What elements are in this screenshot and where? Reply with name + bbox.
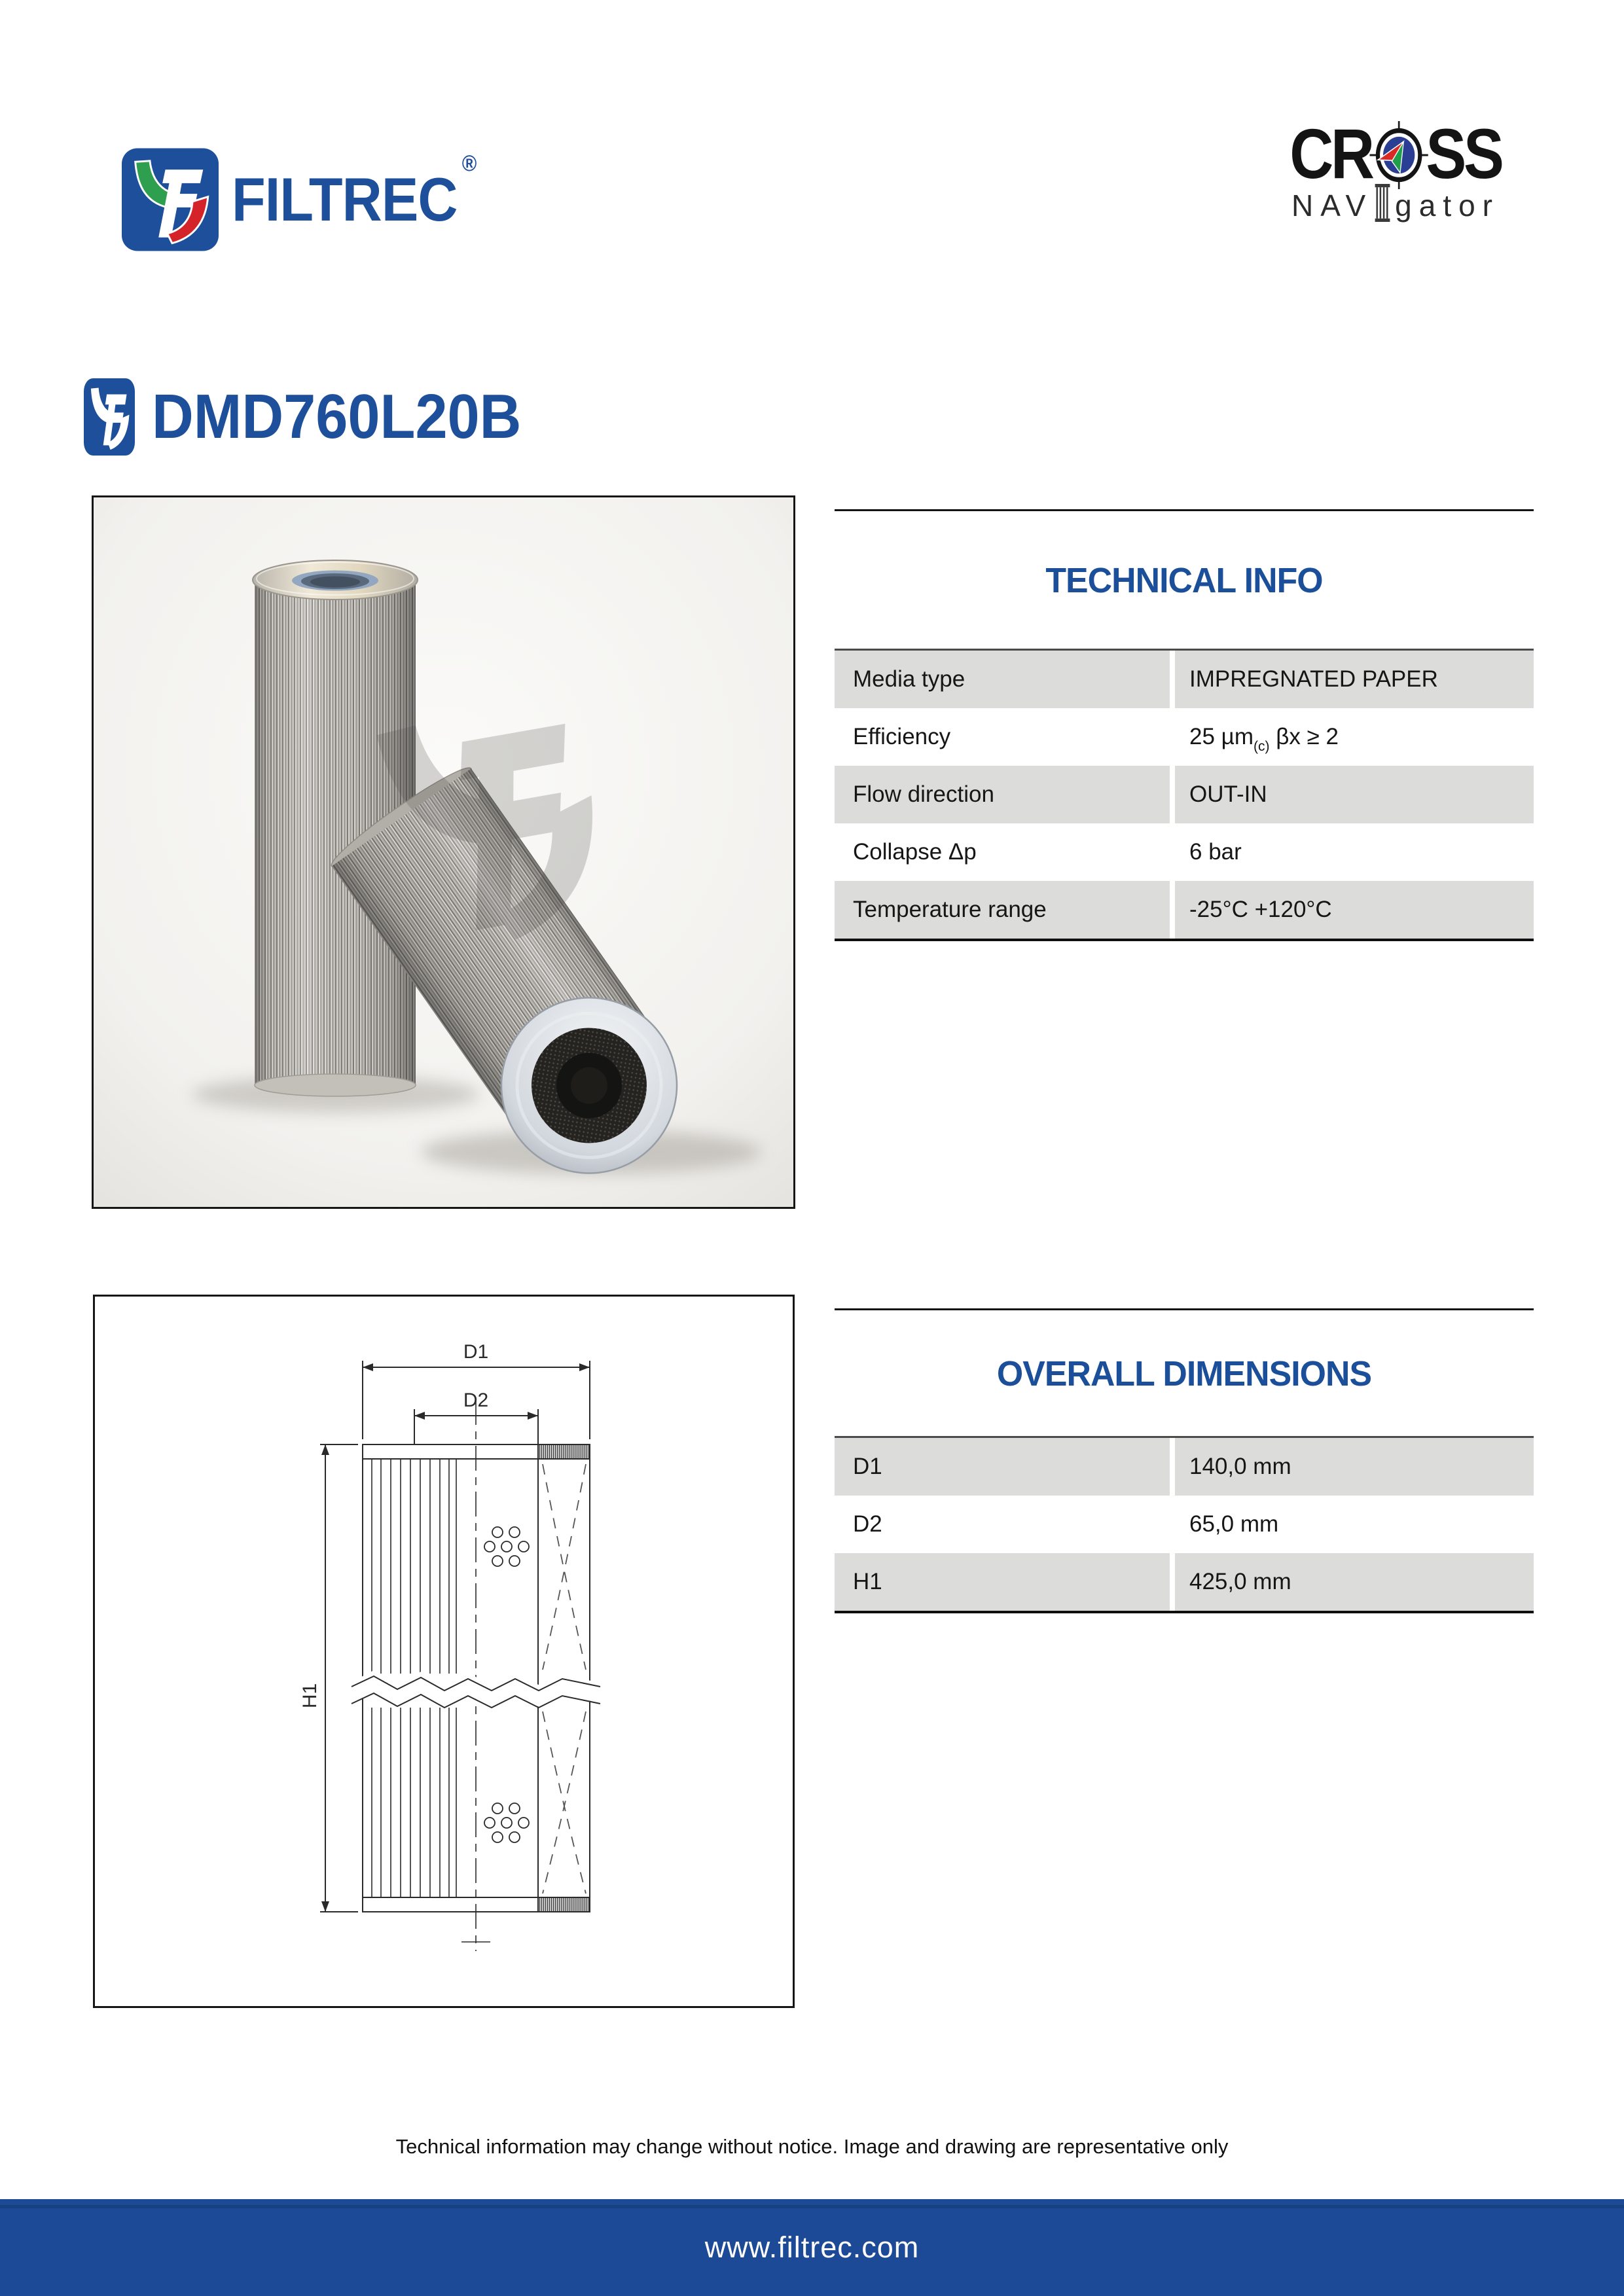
filtrec-logo-icon <box>122 148 219 251</box>
disclaimer-text: Technical information may change without notice. Image and drawing are representative only <box>395 2135 1229 2158</box>
cross-text-cr: CR <box>1290 114 1372 193</box>
table-row <box>835 766 1534 823</box>
table-row <box>835 881 1534 939</box>
row-value: 140,0 mm <box>1175 1438 1534 1496</box>
cross-text-ss: SS <box>1426 114 1502 193</box>
drawing-label-d2: D2 <box>463 1390 489 1411</box>
row-value: 425,0 mm <box>1175 1553 1534 1611</box>
drawing-label-h1: H1 <box>299 1683 321 1709</box>
column-divider <box>1170 881 1175 939</box>
row-label: D1 <box>835 1438 1170 1496</box>
drawing-label-d1: D1 <box>463 1341 489 1363</box>
table-row <box>835 823 1534 881</box>
table-row <box>835 1553 1534 1611</box>
table-row <box>835 1438 1534 1496</box>
column-divider <box>1170 1438 1175 1496</box>
navigator-text-gator: gator <box>1395 188 1500 223</box>
row-value: IMPREGNATED PAPER <box>1175 651 1534 708</box>
row-value: -25°C +120°C <box>1175 881 1534 939</box>
compass-icon <box>1369 121 1428 189</box>
column-divider <box>1170 766 1175 823</box>
table-row <box>835 651 1534 708</box>
row-label: Flow direction <box>835 766 1170 823</box>
product-photo <box>92 495 795 1209</box>
overall-dimensions-table <box>835 1436 1534 1613</box>
row-label: H1 <box>835 1553 1170 1611</box>
overall-dimensions-title: OVERALL DIMENSIONS <box>996 1354 1372 1393</box>
product-title-icon <box>84 378 135 456</box>
footer-bar <box>0 2199 1624 2296</box>
product-photo-image <box>94 497 793 1207</box>
column-divider <box>1170 651 1175 708</box>
row-value: 65,0 mm <box>1175 1496 1534 1553</box>
registered-mark: ® <box>461 151 477 176</box>
filtrec-logo <box>122 148 498 251</box>
technical-info-rule <box>835 509 1534 511</box>
cross-navigator-logo <box>1252 113 1540 223</box>
row-label: Collapse Δp <box>835 823 1170 881</box>
overall-dimensions-rule <box>835 1308 1534 1310</box>
row-label: Efficiency <box>835 708 1170 766</box>
product-code: DMD760L20B <box>152 382 522 452</box>
navigator-text-nav: NAV <box>1291 188 1373 223</box>
cross-wordmark <box>1272 113 1519 194</box>
row-label: Temperature range <box>835 881 1170 939</box>
column-divider <box>1170 823 1175 881</box>
row-label: D2 <box>835 1496 1170 1553</box>
row-label: Media type <box>835 651 1170 708</box>
row-value: 6 bar <box>1175 823 1534 881</box>
technical-info-table <box>835 649 1534 941</box>
website-link[interactable]: www.filtrec.com <box>704 2231 920 2264</box>
technical-info-title: TECHNICAL INFO <box>1045 561 1323 600</box>
row-value: OUT-IN <box>1175 766 1534 823</box>
row-value: 25 µm$_{(c)}$ βx ≥ 2 <box>1175 708 1534 766</box>
filtrec-wordmark: FILTREC® <box>232 151 477 234</box>
dimensional-drawing <box>93 1295 795 2008</box>
table-row <box>835 708 1534 766</box>
table-row <box>835 1496 1534 1553</box>
dimensional-drawing-image <box>95 1297 793 2006</box>
column-divider <box>1170 1496 1175 1553</box>
column-divider <box>1170 1553 1175 1611</box>
product-title <box>84 378 554 456</box>
column-divider <box>1170 708 1175 766</box>
